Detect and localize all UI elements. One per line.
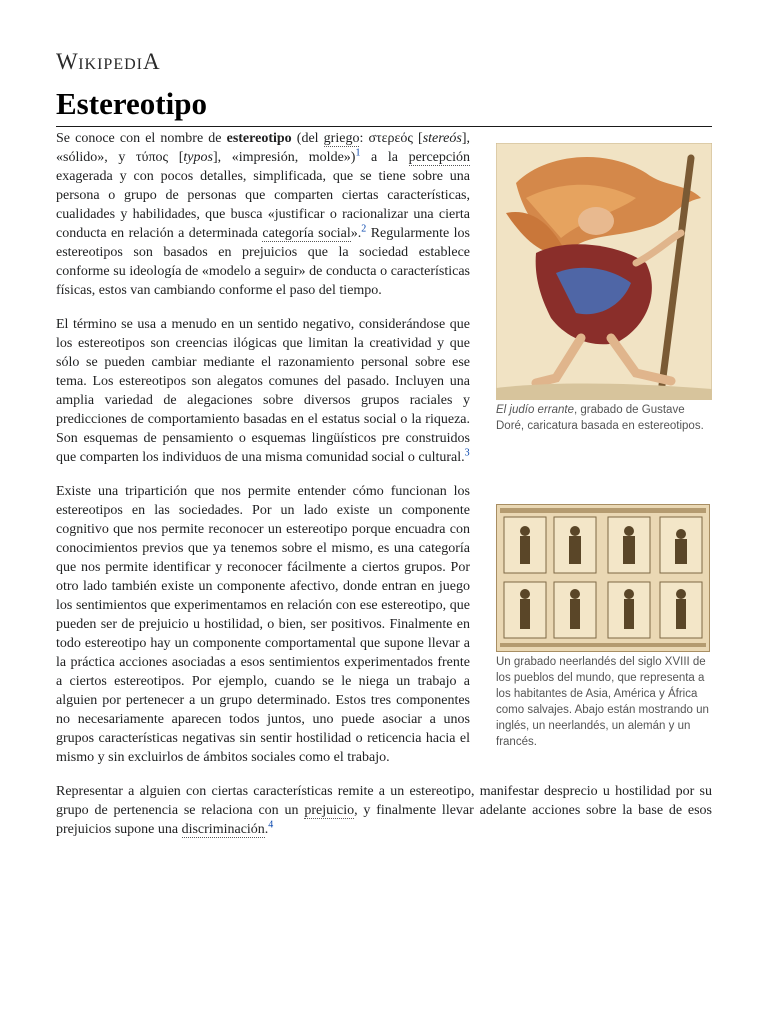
reference-2[interactable]: 2 [361, 223, 367, 235]
paragraph-negative-sense: El término se usa a menudo en un sentido negativo, considerándose que los estereotipos son creencias ilógicas que limitan la creatividad y que sólo se pueden cambiar mediante el razonamiento personal sobre ese tema. Los estereotipos son alegatos comunes del pasado. Incluyen una amplia variedad de alegaciones sobre diversos grupos raciales y predicciones de comportamiento basadas en el estatus social o la riqueza. Son esquemas de pensamiento o esquemas lingüísticos pre construidos que comparten los individuos de una misma comunidad social o cultural.$^3$ [56, 317, 470, 465]
link-prejuicio[interactable]: prejuicio [304, 803, 355, 818]
dutch-engraving-image[interactable] [496, 504, 710, 652]
figure-wandering-jew [496, 143, 712, 434]
figure-caption: Un grabado neerlandés del siglo XVIII de los pueblos del mundo, que representa a los habitantes de Asia, América y África como salvajes. Abajo están mostrando un inglés, un neerlandés, un alemán y un francés. [496, 656, 709, 748]
reference-3[interactable]: 3 [464, 447, 470, 459]
bold-term: estereotipo [226, 131, 292, 146]
paragraph-discrimination: Representar a alguien con ciertas características remite a un estereotipo, manifestar desprecio u hostilidad por su grupo de pertenencia se relaciona con un prejuicio, y finalmente llevar adelante acciones sobre la base de esos prejuicios supone una discriminación.$^4$ [56, 784, 713, 837]
reference-1[interactable]: 1 [355, 147, 361, 159]
reference-4[interactable]: 4 [268, 819, 274, 831]
link-discriminacion[interactable]: discriminación [181, 822, 265, 837]
page-title: Estereotipo [56, 86, 207, 121]
paragraph-intro: Se conoce con el nombre de estereotipo (del griego: στερεός [stereós], «sólido», y τύπος [typos], «impresión, molde»)$^1$ a la percepción exagerada y con pocos detalles, simplificada, que se tiene sobre una persona o grupo de personas que comparten ciertas características, cualidades y habilidades, que busca «justificar o racionalizar una cierta conducta en relación a determinada categoría social».$^2$ Regularmente los estereotipos son basados en prejuicios que la sociedad establece conforme su ideología de «modelo a seguir» de conducta o características físicas, estos van cambiando conforme el paso del tiempo. [56, 131, 471, 298]
title-divider [56, 126, 712, 127]
link-categoria-social[interactable]: categoría social [262, 226, 351, 241]
link-percepcion[interactable]: percepción [408, 150, 470, 165]
wikipedia-logo[interactable]: WIKIPEDIA [56, 49, 161, 74]
link-griego[interactable]: griego [323, 131, 360, 146]
figure-dutch-engraving [496, 504, 712, 750]
paragraph-tripartition: Existe una tripartición que nos permite entender cómo funcionan los estereotipos en las sociedades. Por un lado existe un componente cognitivo que nos permite reconocer un estereotipo porque encuadra con conocimientos previos que ya tenemos sobre el mismo, es una categoría que nos permite identificar y reconocer fácilmente a ciertos grupos. Por otro lado también existe un componente afectivo, donde entran en juego los sentimientos que experimentamos en relación con ese estereotipo, que pueden ser de prejuicio u hostilidad, o bien, ser positivos. Finalmente en todo estereotipo hay un componente comportamental que supone llevar a la práctica acciones asociadas a esos sentimientos experimentados frente a ciertos estereotipos. Por ejemplo, cuando se le niega un trabajo a alguien por pertenecer a un grupo determinado. Estos tres componentes no necesariamente aparecen todos juntos, uno puede asociar a unos grupos características negativas sin sentir hostilidad o reticencia hacia el mismo y sin excluirlos de ámbitos sociales como el trabajo. [56, 484, 470, 765]
figure-caption: El judío errante, grabado de Gustave Doré, caricatura basada en estereotipos. [496, 404, 704, 432]
wandering-jew-engraving-image[interactable] [496, 143, 712, 400]
article-body [56, 129, 712, 854]
